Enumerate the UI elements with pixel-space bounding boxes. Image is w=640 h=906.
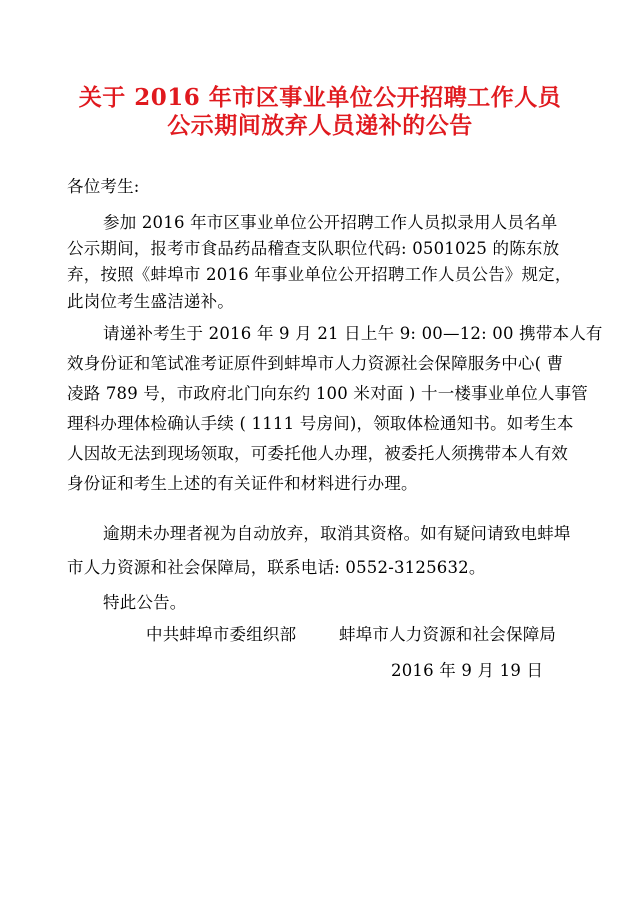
signature-date: 2016 年 9 月 19 日 [391, 661, 544, 680]
paragraph-line: 效身份证和笔试准考证原件到蚌埠市人力资源社会保障服务中心( 曹 [67, 354, 564, 373]
paragraph-line: 此岗位考生盛洁递补。 [67, 292, 234, 311]
paragraph-line: 弃，按照《蚌埠市 2016 年事业单位公开招聘工作人员公告》规定， [67, 265, 572, 284]
paragraph-line: 人因故无法到现场领取，可委托他人办理，被委托人须携带本人有效 [67, 444, 568, 463]
paragraph-line: 参加 2016 年市区事业单位公开招聘工作人员拟录用人员名单 [103, 213, 558, 232]
signature-org-1: 中共蚌埠市委组织部 [146, 625, 297, 644]
salutation: 各位考生: [67, 177, 140, 196]
paragraph-line: 身份证和考生上述的有关证件和材料进行办理。 [67, 474, 418, 493]
closing-line: 特此公告。 [103, 593, 187, 612]
paragraph-line: 市人力资源和社会保障局，联系电话: 0552-3125632。 [67, 558, 486, 577]
paragraph-line: 逾期未办理者视为自动放弃，取消其资格。如有疑问请致电蚌埠 [103, 524, 571, 543]
paragraph-line: 请递补考生于 2016 年 9 月 21 日上午 9: 00—12: 00 携带本人有 [103, 324, 603, 343]
signature-org-2: 蚌埠市人力资源和社会保障局 [339, 625, 557, 644]
paragraph-line: 凌路 789 号，市政府北门向东约 100 米对面 ) 十一楼事业单位人事管 [67, 384, 588, 403]
paragraph-line: 理科办理体检确认手续 ( 1111 号房间)，领取体检通知书。如考生本 [67, 414, 574, 433]
title-line-2: 公示期间放弃人员递补的公告 [167, 112, 473, 139]
title-line-1: 关于 2016 年市区事业单位公开招聘工作人员 [78, 84, 562, 111]
paragraph-line: 公示期间，报考市食品药品稽查支队职位代码: 0501025 的陈东放 [67, 239, 560, 258]
